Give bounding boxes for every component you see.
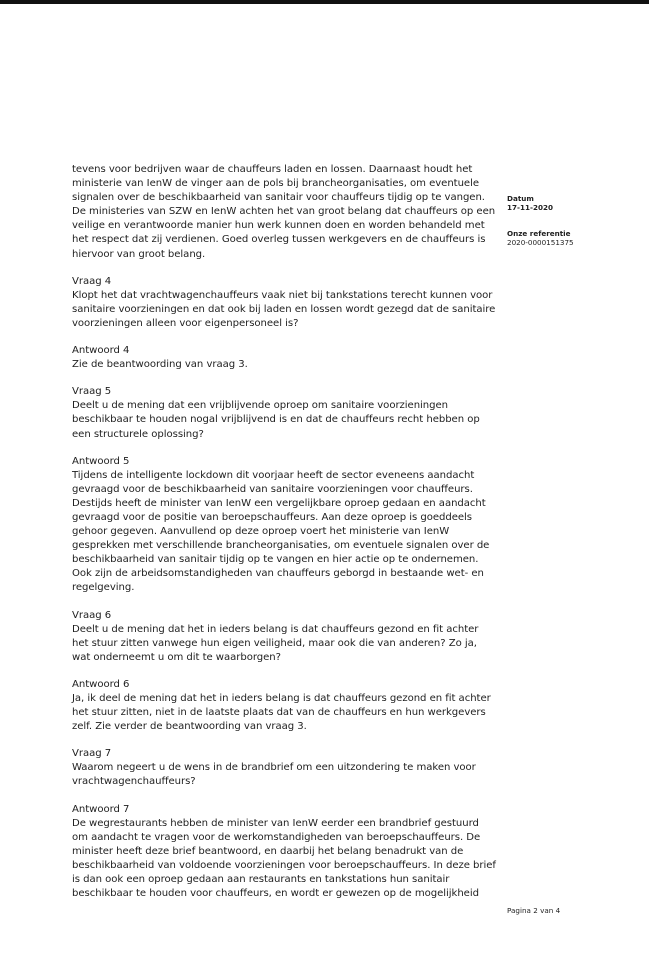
question-6 xyxy=(72,609,496,665)
question-6-text: Deelt u de mening dat het in ieders belang is dat chauffeurs gezond en fit achter het stuur zitten vanwege hun eigen veiligheid, maar ook die van anderen? Zo ja, wat onderneemt u om dit te waarborgen? xyxy=(72,623,479,663)
answer-4 xyxy=(72,344,496,372)
answer-6-heading: Antwoord 6 xyxy=(72,678,130,690)
letter-body xyxy=(72,163,496,914)
answer-5 xyxy=(72,455,496,596)
top-edge-bar xyxy=(0,0,649,4)
question-5-text: Deelt u de mening dat een vrijblijvende oproep om sanitaire voorzieningen beschikbaar te houden nogal vrijblijvend is en dat de chauffeurs recht hebben op een structurele oplossing? xyxy=(72,400,480,440)
reference-label: Onze referentie xyxy=(507,229,571,238)
intro-paragraph xyxy=(72,163,496,262)
question-7-text: Waarom negeert u de wens in de brandbrief om een uitzondering te maken voor vrachtwagenchauffeurs? xyxy=(72,762,476,788)
answer-4-text: Zie de beantwoording van vraag 3. xyxy=(72,359,248,371)
question-4-heading: Vraag 4 xyxy=(72,275,112,287)
reference-value: 2020-0000151375 xyxy=(507,238,574,247)
sidebar-metadata xyxy=(507,194,637,247)
question-5-heading: Vraag 5 xyxy=(72,386,112,398)
page-number: Pagina 2 van 4 xyxy=(507,906,561,915)
answer-7-heading: Antwoord 7 xyxy=(72,803,130,815)
question-7 xyxy=(72,747,496,789)
answer-6-text: Ja, ik deel de mening dat het in ieders belang is dat chauffeurs gezond en fit achter het stuur zitten, niet in de laatste plaats dat van de chauffeurs en hun werkgevers zelf. Zie verder de beantwoording van vraag 3. xyxy=(72,693,491,733)
answer-5-heading: Antwoord 5 xyxy=(72,455,130,467)
answer-4-heading: Antwoord 4 xyxy=(72,345,130,357)
answer-7 xyxy=(72,803,496,902)
answer-7-text: De wegrestaurants hebben de minister van IenW eerder een brandbrief gestuurd om aandacht te vragen voor de werkomstandigheden van beroepschauffeurs. De minister heeft deze brief beantwoord, en daarbij het belang benadrukt van de beschikbaarheid van voldoende voorzieningen voor beroepschauffeurs. In deze brief is dan ook een oproep gedaan aan restaurants en tankstations hun sanitair beschikbaar te houden voor chauffeurs, en wordt er gewezen op de mogelijkheid xyxy=(72,817,496,900)
question-4-text: Klopt het dat vrachtwagenchauffeurs vaak niet bij tankstations terecht kunnen voor sanitaire voorzieningen en dat ook bij laden en lossen wordt gezegd dat de sanitaire voorzieningen alleen voor eigenpersoneel is? xyxy=(72,289,496,329)
answer-6 xyxy=(72,678,496,734)
date-value: 17-11-2020 xyxy=(507,203,553,212)
answer-5-text: Tijdens de intelligente lockdown dit voorjaar heeft de sector eveneens aandacht gevraagd voor de beschikbaarheid van sanitaire voorzieningen voor chauffeurs. Destijds heeft de minister van IenW een vergelijkbare oproep gedaan en aandacht gevraagd voor de positie van beroepschauffeurs. Aan deze oproep is goeddeels gehoor gegeven. Aanvullend op deze oproep voert het ministerie van IenW gesprekken met verschillende brancheorganisaties, om eventuele signalen over de beschikbaarheid van sanitair tijdig op te vangen en hier actie op te ondernemen. Ook zijn de arbeidsomstandigheden van chauffeurs geborgd in bestaande wet- en regelgeving. xyxy=(72,469,490,594)
question-6-heading: Vraag 6 xyxy=(72,609,112,621)
intro-text: tevens voor bedrijven waar de chauffeurs laden en lossen. Daarnaast houdt het ministerie van IenW de vinger aan de pols bij brancheorganisaties, om eventuele signalen over de beschikbaarheid van sanitair voor chauffeurs tijdig op te vangen. De ministeries van SZW en IenW achten het van groot belang dat chauffeurs op een veilige en verantwoorde manier hun werk kunnen doen en worden behandeld met het respect dat zij verdienen. Goed overleg tussen werkgevers en de chauffeurs is hiervoor van groot belang. xyxy=(72,164,496,260)
question-4 xyxy=(72,275,496,331)
question-5 xyxy=(72,385,496,441)
question-7-heading: Vraag 7 xyxy=(72,748,112,760)
date-label: Datum xyxy=(507,194,534,203)
